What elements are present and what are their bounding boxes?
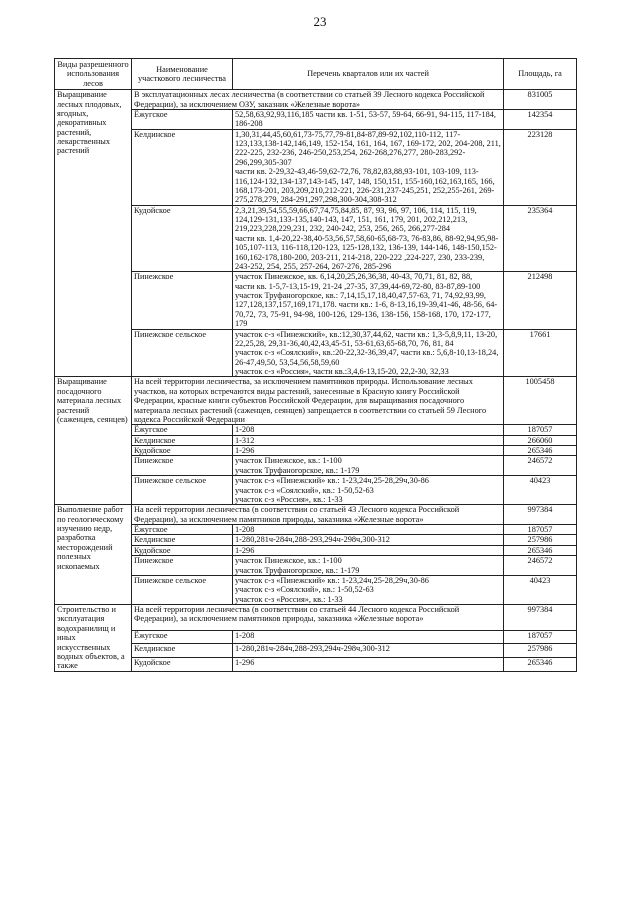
- quarters-cell: [233, 129, 504, 205]
- quarters-line: 1-296: [235, 545, 255, 555]
- quarters-line: 52,58,63,92,93,116,185 части кв. 1-51, 53-57, 59-64, 66-91, 94-115, 117-184, 186-208: [235, 109, 496, 129]
- district-cell: Пинежское: [132, 456, 233, 476]
- quarters-line: участок с-з «Россия», кв.: 1-33: [235, 594, 343, 604]
- district-cell: Ёжугское: [132, 525, 233, 535]
- header-use-type: Виды разрешенного использования лесов: [55, 59, 132, 90]
- quarters-line: участок Пинежское, кв.: 1-100: [235, 556, 342, 566]
- district-cell: Ёжугское: [132, 425, 233, 435]
- quarters-line: части кв. 2-29,32-43,46-59,62-72,76, 78,82,83,88,93-101, 103-109, 113-116,124-132,134-137,143-145, 147, 148, 150,151, 155-160,162,163,165, 166, 168,173-201, 203,209,210,212-221, 226-231,237-245,251, 252,255-261, 269-275,278,279, 284-291,297,298,300-304,308-312: [235, 167, 495, 205]
- district-cell: Келдинское: [132, 435, 233, 445]
- area-cell: 187057: [504, 630, 577, 644]
- table-row: [55, 129, 577, 205]
- group-area-cell: 831005: [504, 90, 577, 110]
- use-type-cell: Строительство и эксплуатация водохранилищ и иных искусственных водных объектов, а также: [55, 605, 132, 672]
- use-type-cell: Выполнение работ по геологическому изучению недр, разработка месторождений полезных ископаемых: [55, 505, 132, 605]
- table-row: [55, 630, 577, 644]
- area-cell: 235364: [504, 205, 577, 272]
- table-row: [55, 109, 577, 129]
- area-cell: 246572: [504, 556, 577, 576]
- quarters-line: участок Труфаногорское, кв.: 1-179: [235, 565, 360, 575]
- area-cell: 142354: [504, 109, 577, 129]
- table-row: [55, 329, 577, 377]
- area-cell: 40423: [504, 476, 577, 505]
- quarters-cell: [233, 272, 504, 329]
- table-row: [55, 556, 577, 576]
- table-row: [55, 575, 577, 604]
- area-cell: 257986: [504, 535, 577, 545]
- header-district: Наименование участкового лесничества: [132, 59, 233, 90]
- quarters-line: участок с-з «Пинежский» кв.: 1-23,24ч,25-28,29ч,30-86: [235, 575, 429, 585]
- table-row: [55, 90, 577, 110]
- quarters-line: участок Пинежское, кв.: 1-100: [235, 456, 342, 466]
- quarters-line: части кв. 1,4-20,22-38,40-53,56,57,58,60-65,68-73, 76-83,86, 88-92,94,95,98-105,107-113, 116-118,120-123, 125-128,132, 136-139, 144-146, 148-150,152-160,162-178,180-200, 203-211, 214-218, 220-222 ,224-227, 230, 233-239, 243-252, 254, 255, 257-264, 267-276, 285-296: [235, 233, 499, 271]
- table-body: [55, 90, 577, 672]
- area-cell: 40423: [504, 575, 577, 604]
- quarters-line: участок с-з «Россия», кв.: 1-33: [235, 494, 343, 504]
- quarters-cell: [233, 446, 504, 456]
- group-area-cell: 997384: [504, 605, 577, 631]
- district-cell: Пинежское сельское: [132, 329, 233, 377]
- group-intro-cell: На всей территории лесничества (в соответствии со статьей 43 Лесного кодекса Российской Федерации), за исключением памятников природы, заказника «Железные ворота»: [132, 505, 504, 525]
- quarters-cell: [233, 425, 504, 435]
- quarters-cell: [233, 525, 504, 535]
- table-row: [55, 377, 577, 425]
- district-cell: Кудойское: [132, 658, 233, 672]
- quarters-line: участок Труфаногорское, кв.: 7,14,15,17,18,40,47,57-63, 71, 74,92,93,99, 127,128,137,157,169,171,178. части кв.: 1-6, 8-13,16,19-39,41-46, 48-56, 64-70,72, 73, 75-91, 94-98, 100-126, 129-136, 138-156, 158-168, 170, 172-177, 179: [235, 291, 498, 329]
- area-cell: 212498: [504, 272, 577, 329]
- quarters-line: участок с-з «Пинежский», кв.:12,30,37,44,62, части кв.: 1,3-5,8,9,11, 13-20, 22,25,28, 29,31-36,40,42,43,45-51, 53-61,63,65-68,70, 76, 81, 84: [235, 329, 498, 348]
- quarters-line: 1,30,31,44,45,60,61,73-75,77,79-81,84-87,89-92,102,110-112, 117-123,133,138-142,146,149, 152-154, 161, 164, 167, 169-172, 202, 204-208, 211, 222-225, 232-236, 246-250,253,254, 262-268,276,277, 280-283,292-296,299,305-307: [235, 129, 501, 167]
- table-row: [55, 545, 577, 555]
- district-cell: Пинежское сельское: [132, 476, 233, 505]
- table-row: [55, 505, 577, 525]
- quarters-cell: [233, 476, 504, 505]
- table-row: [55, 435, 577, 445]
- quarters-line: 1-296: [235, 658, 255, 668]
- district-cell: Келдинское: [132, 535, 233, 545]
- header-area: Площадь, га: [504, 59, 577, 90]
- quarters-line: участок с-з «Россия», части кв.:3,4,6-13,15-20, 22,2-30, 32,33: [235, 367, 449, 376]
- quarters-line: участок Пинежское, кв. 6,14,20,25,26,36,38, 40-43, 70,71, 81, 82, 88,: [235, 272, 473, 282]
- district-cell: Ёжугское: [132, 109, 233, 129]
- quarters-line: участок с-з «Соялский», кв.: 1-50,52-63: [235, 485, 374, 495]
- quarters-line: участок Труфаногорское, кв.: 1-179: [235, 465, 360, 475]
- area-cell: 223128: [504, 129, 577, 205]
- quarters-line: 1-280,281ч-284ч,288-293,294ч-298ч,300-312: [235, 535, 390, 545]
- table-row: [55, 605, 577, 631]
- quarters-cell: [233, 535, 504, 545]
- use-type-cell: Выращивание лесных плодовых, ягодных, декоративных растений, лекарственных растений: [55, 90, 132, 377]
- group-intro-cell: В эксплуатационных лесах лесничества (в соответствии со статьей 39 Лесного кодекса Российской Федерации), за исключением ОЗУ, заказник «Железные ворота»: [132, 90, 504, 110]
- area-cell: 17661: [504, 329, 577, 377]
- area-cell: 265346: [504, 658, 577, 672]
- area-cell: 265346: [504, 545, 577, 555]
- district-cell: Келдинское: [132, 644, 233, 658]
- area-cell: 246572: [504, 456, 577, 476]
- quarters-line: участок с-з «Соялский», кв.:20-22,32-36,39,47, части кв.: 5,6,8-10,13-18,24, 26-47,49,50, 53,54,56,58,59,60: [235, 348, 499, 367]
- district-cell: Пинежское: [132, 556, 233, 576]
- district-cell: Кудойское: [132, 545, 233, 555]
- area-cell: 187057: [504, 425, 577, 435]
- header-quarters: Перечень кварталов или их частей: [233, 59, 504, 90]
- district-cell: Пинежское: [132, 272, 233, 329]
- group-intro-cell: На всей территории лесничества, за исключением памятников природы. Использование лесных участков, на которых встречаются виды растений, занесенные в Красную книгу Российской Федерации, красные книги субъектов Российской Федерации, для выращивания посадочного материала лесных растений (саженцев, сеянцев) запрещается в соответствии со статьей 59 Лесного кодекса Российской Федерации: [132, 377, 504, 425]
- quarters-cell: [233, 644, 504, 658]
- district-cell: Кудойское: [132, 205, 233, 272]
- use-type-cell: Выращивание посадочного материала лесных растений (саженцев, сеянцев): [55, 377, 132, 505]
- district-cell: Келдинское: [132, 129, 233, 205]
- group-intro-cell: На всей территории лесничества (в соответствии со статьей 44 Лесного кодекса Российской Федерации), за исключением памятников природы, заказника «Железные ворота»: [132, 605, 504, 631]
- district-cell: Пинежское сельское: [132, 575, 233, 604]
- table-row: [55, 446, 577, 456]
- quarters-cell: [233, 658, 504, 672]
- quarters-line: 1-208: [235, 630, 255, 640]
- quarters-cell: [233, 456, 504, 476]
- table-row: [55, 205, 577, 272]
- quarters-line: участок с-з «Соялский», кв.: 1-50,52-63: [235, 585, 374, 595]
- group-area-cell: 1005458: [504, 377, 577, 425]
- area-cell: 266060: [504, 435, 577, 445]
- forest-use-table: [54, 58, 577, 672]
- table-row: [55, 272, 577, 329]
- area-cell: 187057: [504, 525, 577, 535]
- quarters-line: 1-208: [235, 425, 255, 435]
- table-row: [55, 525, 577, 535]
- table-row: [55, 476, 577, 505]
- table-row: [55, 456, 577, 476]
- quarters-line: 1-296: [235, 446, 255, 455]
- page-number: 23: [313, 14, 327, 29]
- quarters-cell: [233, 556, 504, 576]
- table-row: [55, 658, 577, 672]
- quarters-cell: [233, 575, 504, 604]
- quarters-line: 1-208: [235, 525, 255, 534]
- district-cell: Ёжугское: [132, 630, 233, 644]
- area-cell: 257986: [504, 644, 577, 658]
- area-cell: 265346: [504, 446, 577, 456]
- table-row: [55, 425, 577, 435]
- quarters-line: 1-312: [235, 435, 255, 445]
- table-header-row: [55, 59, 577, 90]
- quarters-line: 1-280,281ч-284ч,288-293,294ч-298ч,300-312: [235, 644, 390, 654]
- quarters-line: 2,3,21,39,54,55,59,66,67,74,75,84,85, 87, 93, 96, 97, 106, 114, 115, 119, 124,129-131,133-135,140-143, 147, 151, 161, 179, 201, 202,212,213, 219,223,228,229,231, 232, 240-242, 253, 256, 265, 266,277-284: [235, 205, 477, 234]
- table-row: [55, 644, 577, 658]
- quarters-cell: [233, 435, 504, 445]
- table-row: [55, 535, 577, 545]
- quarters-line: участок с-з «Пинежский» кв.: 1-23,24ч,25-28,29ч,30-86: [235, 476, 429, 486]
- quarters-cell: [233, 630, 504, 644]
- quarters-line: части кв. 1-5,7-13,15-19, 21-24 ,27-35, 37,39,44-69,72-80, 83-87,89-100: [235, 281, 481, 291]
- quarters-cell: [233, 109, 504, 129]
- district-cell: Кудойское: [132, 446, 233, 456]
- group-area-cell: 997384: [504, 505, 577, 525]
- quarters-cell: [233, 205, 504, 272]
- quarters-cell: [233, 329, 504, 377]
- quarters-cell: [233, 545, 504, 555]
